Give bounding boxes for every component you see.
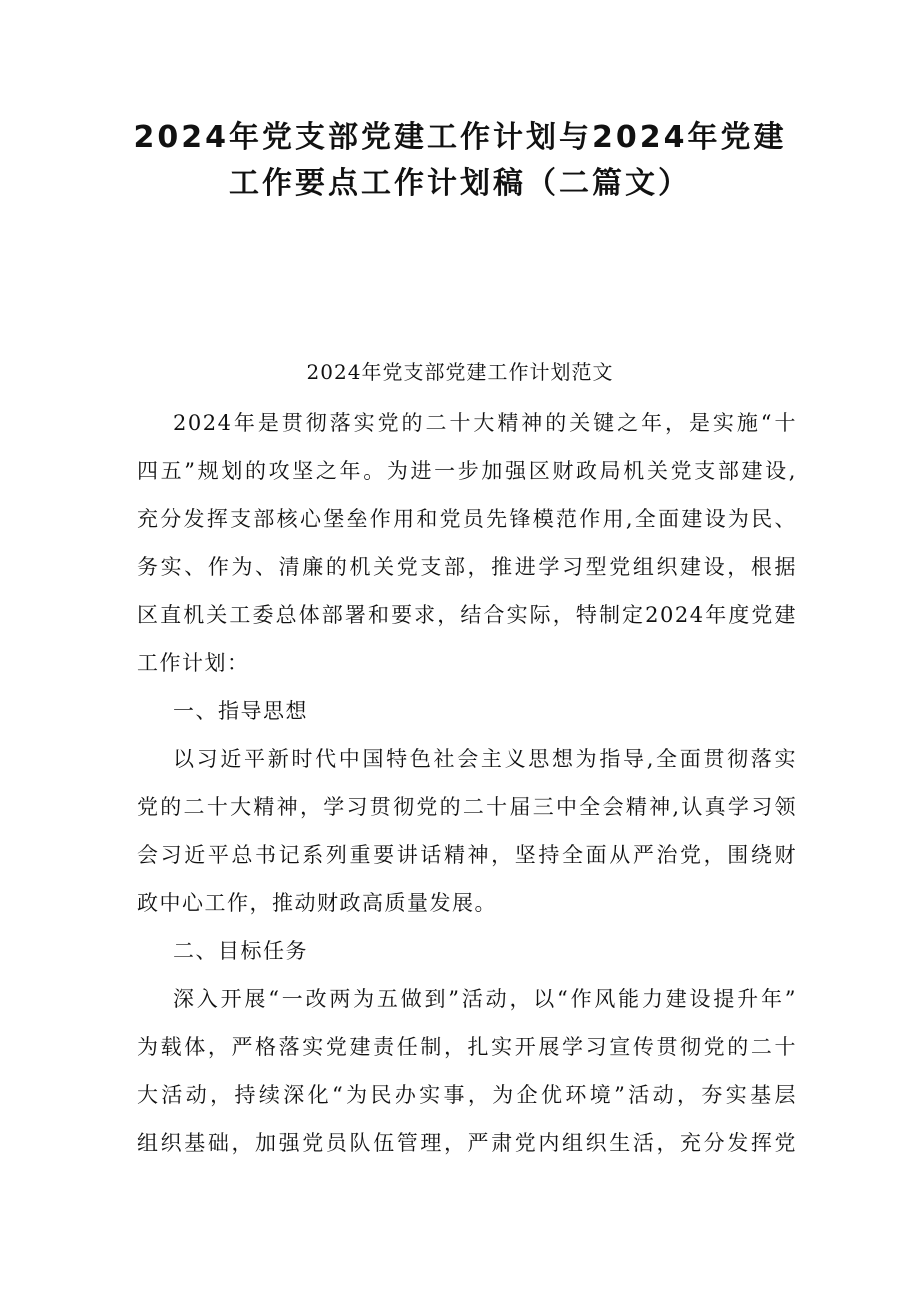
document-title-line-2: 工作要点工作计划稿（二篇文） bbox=[229, 166, 691, 201]
paragraph-1-line-1: 2024年是贯彻落实党的二十大精神的关键之年，是实施“十 bbox=[173, 411, 797, 435]
paragraph-1-line-6: 工作计划： bbox=[137, 651, 250, 675]
document-title-line-1: 2024年党支部党建工作计划与2024年党建 bbox=[133, 120, 787, 155]
paragraph-2-line-3: 会习近平总书记系列重要讲话精神，坚持全面从严治党，围绕财 bbox=[137, 843, 797, 867]
paragraph-3-line-3: 大活动，持续深化“为民办实事，为企优环境”活动，夯实基层 bbox=[137, 1083, 797, 1107]
paragraph-1-line-4: 务实、作为、清廉的机关党支部，推进学习型党组织建设，根据 bbox=[137, 555, 797, 579]
paragraph-2-line-4: 政中心工作，推动财政高质量发展。 bbox=[137, 891, 497, 915]
paragraph-1-line-3: 充分发挥支部核心堡垒作用和党员先锋模范作用,全面建设为民、 bbox=[137, 507, 797, 531]
section-heading-2: 二、目标任务 bbox=[173, 939, 308, 963]
paragraph-3-line-4: 组织基础，加强党员队伍管理，严肃党内组织生活，充分发挥党 bbox=[137, 1131, 797, 1155]
paragraph-1-line-5: 区直机关工委总体部署和要求，结合实际，特制定2024年度党建 bbox=[137, 603, 797, 627]
paragraph-3-line-1: 深入开展“一改两为五做到”活动，以“作风能力建设提升年” bbox=[173, 987, 797, 1011]
paragraph-1-line-2: 四五”规划的攻坚之年。为进一步加强区财政局机关党支部建设, bbox=[137, 459, 797, 483]
paragraph-2-line-2: 党的二十大精神，学习贯彻党的二十届三中全会精神,认真学习领 bbox=[137, 795, 797, 819]
paragraph-2-line-1: 以习近平新时代中国特色社会主义思想为指导,全面贯彻落实 bbox=[173, 747, 797, 771]
section-subtitle: 2024年党支部党建工作计划范文 bbox=[306, 360, 614, 384]
paragraph-3-line-2: 为载体，严格落实党建责任制，扎实开展学习宣传贯彻党的二十 bbox=[137, 1035, 797, 1059]
section-heading-1: 一、指导思想 bbox=[173, 699, 308, 723]
